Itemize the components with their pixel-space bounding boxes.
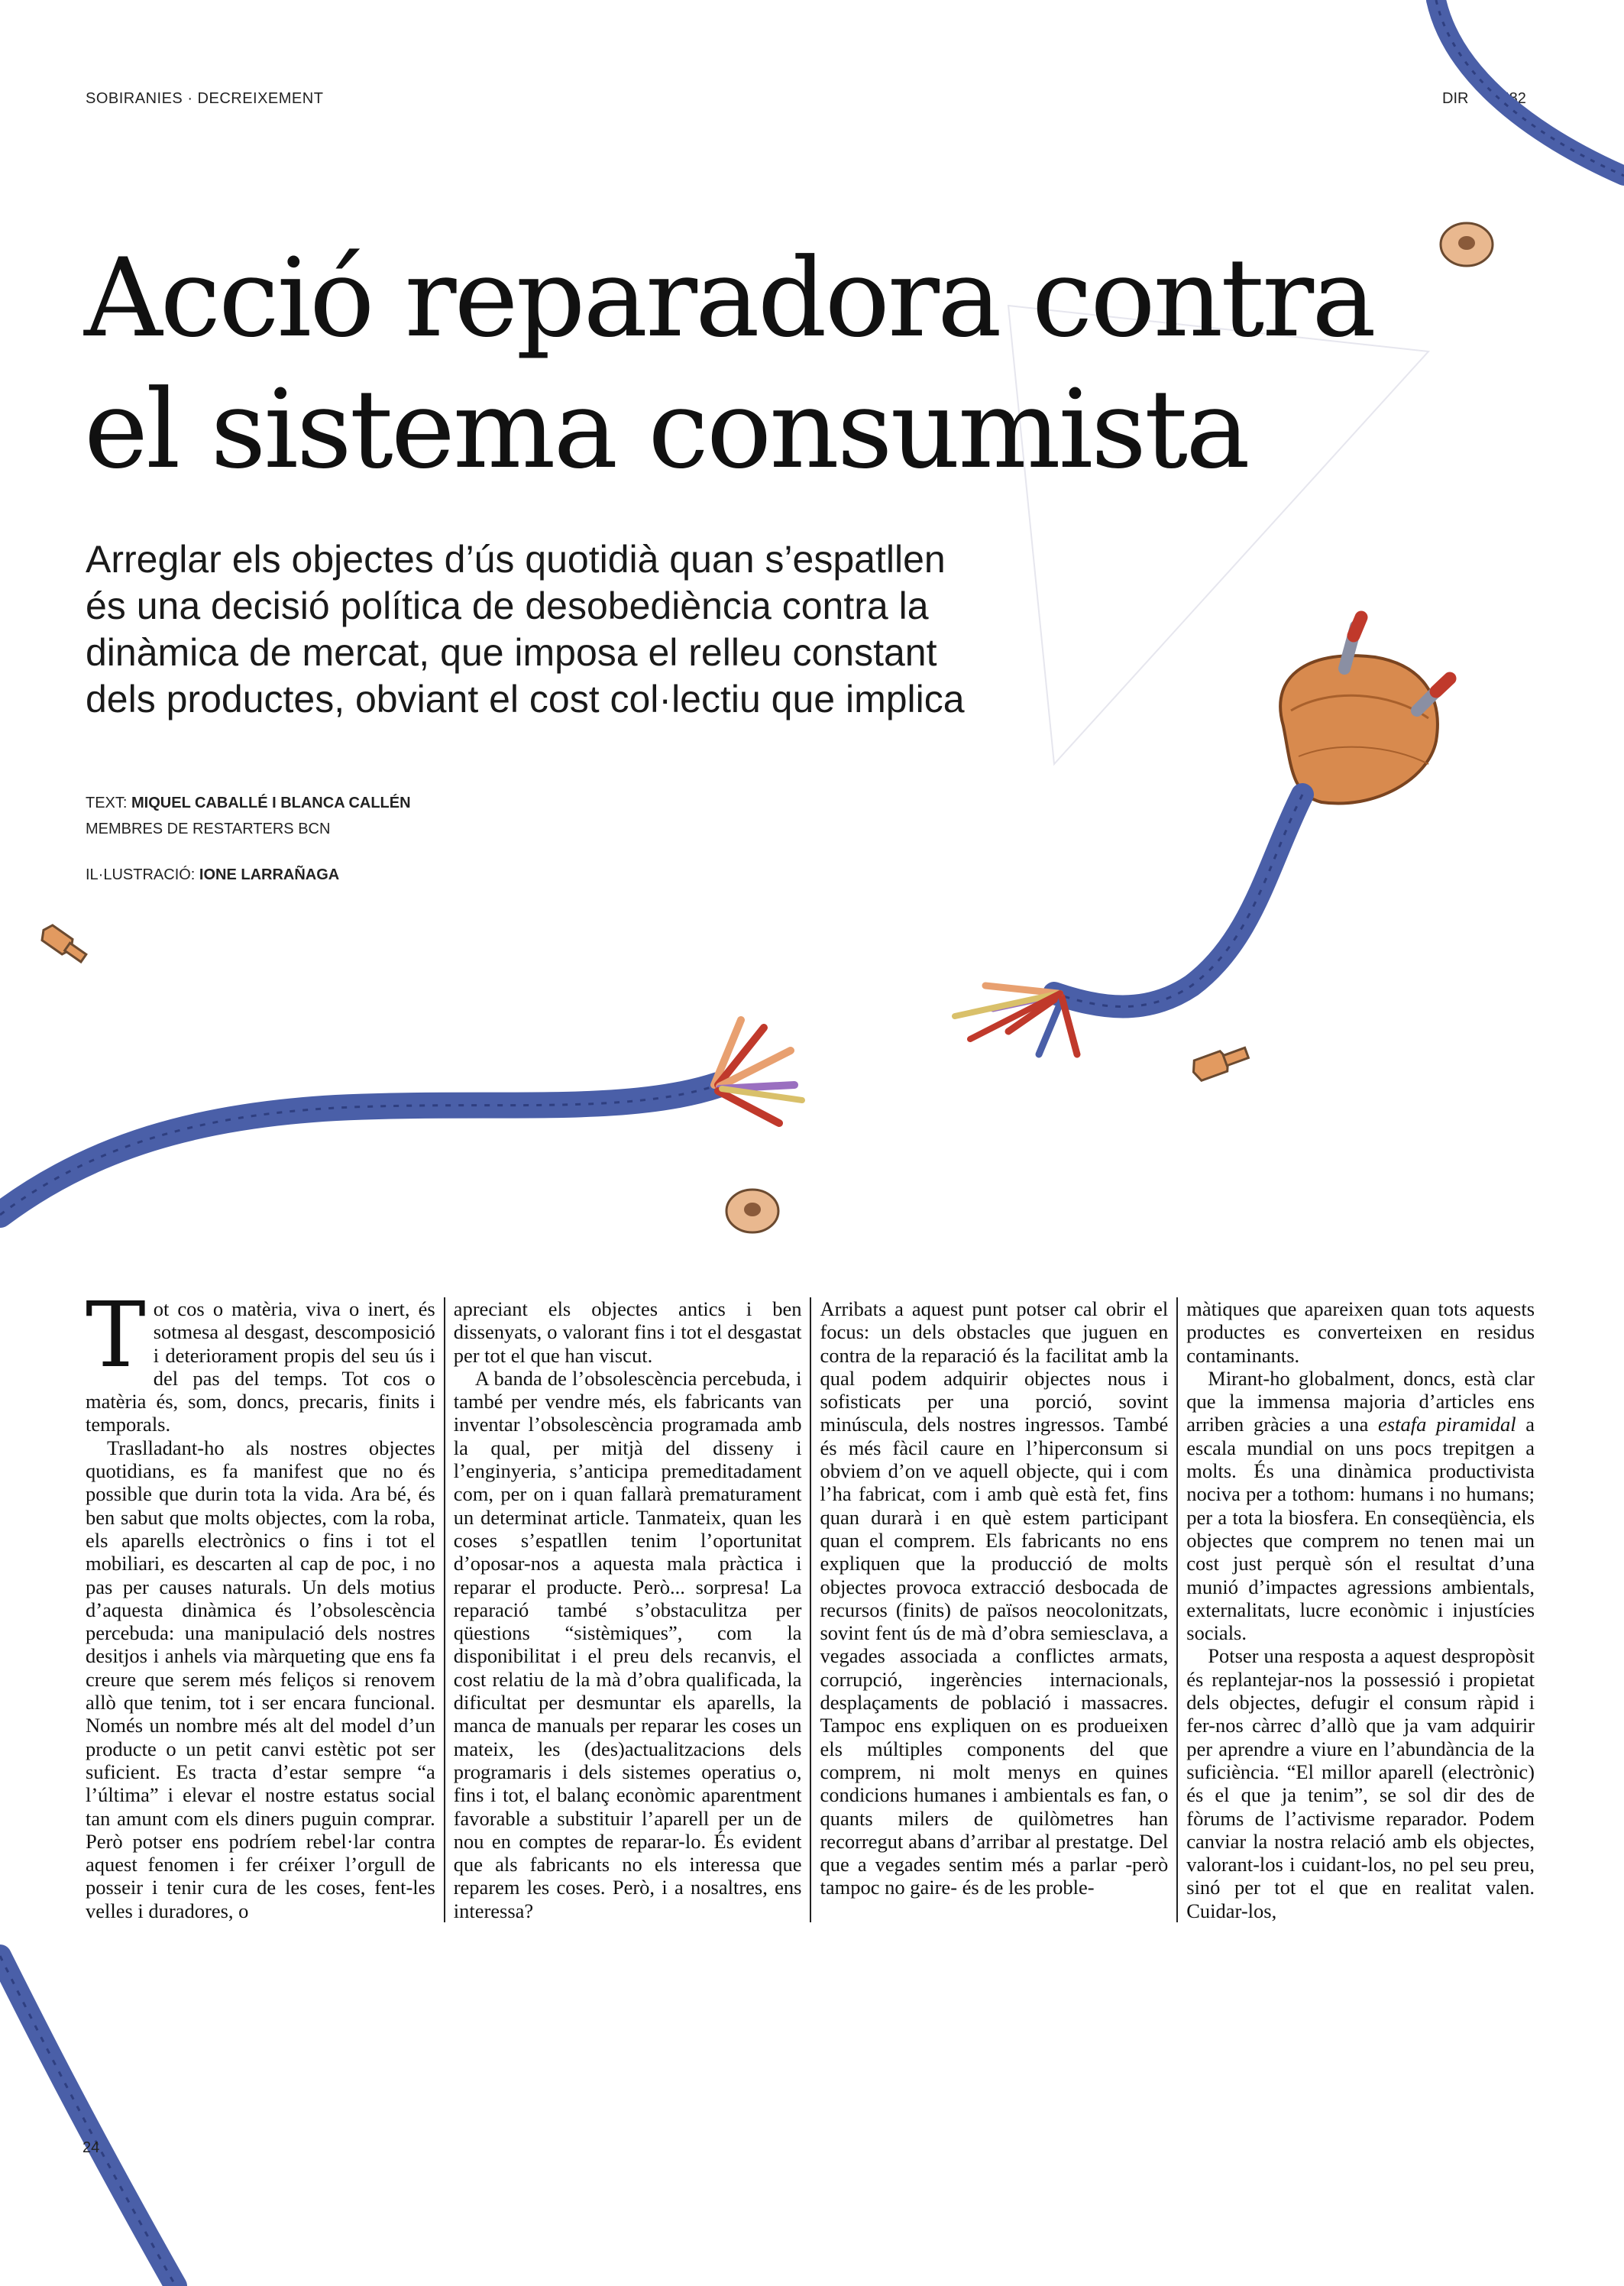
publication-name: DIR <box>1442 90 1469 107</box>
headline-line-1: Acció reparadora contra <box>84 235 1374 361</box>
column-2 <box>444 1297 810 1922</box>
frayed-wires-left <box>714 1020 802 1123</box>
headline-line-2: el sistema consumista <box>84 367 1248 493</box>
page-number: 24 <box>82 2139 100 2156</box>
illustrator: IONE LARRAÑAGA <box>199 866 340 883</box>
column-4 <box>1176 1297 1543 1922</box>
top-cable <box>1436 0 1624 176</box>
standfirst-line-1: Arreglar els objectes d’ús quotidià quan s’espatllen <box>86 538 946 581</box>
authors: MIQUEL CABALLÉ I BLANCA CALLÉN <box>131 795 411 811</box>
standfirst-line-4: dels productes, obviant el cost col·lectiu que implica <box>86 678 965 720</box>
article-credits <box>86 790 411 888</box>
standfirst-line-2: és una decisió política de desobediència contra la <box>86 584 929 627</box>
drop-cap: T <box>86 1282 146 1387</box>
byline <box>86 790 411 816</box>
washer-icon <box>1441 223 1493 266</box>
standfirst-line-3: dinàmica de mercat, que imposa el relleu constant <box>86 631 937 674</box>
plug-icon <box>1280 617 1450 804</box>
paragraph: Mirant-ho globalment, doncs, està clar que la immensa majoria d’articles ens arriben gràcies a una estafa piramidal a escala mundial on uns pocs trepitgen a molts. És una dinàmica productivista nociva per a tothom: humans i no humans; per a tota la biosfera. En conseqüència, els objectes que comprem no tenen mai un cost just perquè són el resultat d’una munió d’impactes agressions ambientals, externalitats, lucre econòmic i injustícies socials. <box>1186 1366 1535 1645</box>
paragraph: Arribats a aquest punt potser cal obrir el focus: un dels obstacles que juguen en contra de la reparació és la facilitat amb la qual podem adquirir objectes nous i sofisticats per una porció, sovint minúscula, dels nostres ingressos. També és més fàcil caure en l’hiperconsum si obviem d’on ve aquell objecte, qui i com l’ha fabricat, com i amb què està fet, fins quan durarà i en què estem participant quan el comprem. Els fabricants no ens expliquen que la producció de molts objectes provoca extracció desbocada de recursos (finits) de països neocolonitzats, sovint fent ús de mà d’obra semiesclava, a vegades associada a conflictes armats, corrupció, ingerències internacionals, desplaçaments de població i massacres. Tampoc ens expliquen on es produeixen els múltiples components del que comprem, ni molt menys en quines condicions humanes i ambientals es fan, o quants milers de quilòmetres han recorregut abans d’arribar al prestatge. Del que a vegades sentim més a parlar -però tampoc no gaire- és de les proble- <box>820 1297 1169 1899</box>
screw-icon <box>1190 1043 1250 1083</box>
bottom-cable <box>0 1956 176 2286</box>
paragraph: màtiques que apareixen quan tots aquests productes es converteixen en residus contaminants. <box>1186 1297 1535 1367</box>
illustration-label: IL·LUSTRACIÓ: <box>86 866 196 883</box>
paragraph: Traslladant-ho als nostres objectes quotidians, es fa manifest que no és possible que durin tota la vida. Ara bé, és ben sabut que molts objectes, com la roba, els aparells electrònics o fins i tot el mobiliari, es descarten al cap de poc, i no pas per causes naturals. Un dels motius d’aquesta dinàmica és l’obsolescència percebuda: una manipulació dels nostres desitjos i anhels via màrqueting que ens fa creure que serem més feliços si renovem allò que tenim, tot i ser encara funcional. Només un nombre més alt del model d’un producte o un petit canvi estètic pot ser suficient. Es tracta d’estar sempre “a l’última” i elevar el nostre estatus social tan amunt com els diners puguin comprar. Però potser ens podríem rebel·lar contra aquest fenomen i fer créixer l’orgull de posseir i tenir cura de les coses, fent-les velles i duradores, o <box>86 1436 435 1922</box>
plug-cable <box>1054 795 1302 1007</box>
illustration-credit <box>86 862 411 888</box>
column-1 <box>86 1282 444 1922</box>
emphasis: estafa piramidal <box>1378 1413 1516 1436</box>
article-headline <box>84 233 1428 496</box>
frayed-wires-right <box>955 986 1077 1054</box>
issue-info <box>1442 90 1526 108</box>
paragraph: apreciant els objectes antics i ben dissenyats, o valorant fins i tot el desgastat per tot el que han viscut. <box>453 1297 802 1367</box>
paragraph: Tot cos o matèria, viva o inert, és sotmesa al desgast, descomposició i deteriorament propis del seu ús i del pas del temps. Tot cos o matèria és, som, doncs, precaris, finits i temporals. <box>86 1282 435 1436</box>
article-body <box>86 1282 1543 1922</box>
screw-icon-left <box>38 923 89 966</box>
standfirst <box>86 536 1170 723</box>
issue-number: 582 <box>1500 90 1526 107</box>
washer-icon-center <box>726 1190 778 1232</box>
authors-role: MEMBRES DE RESTARTERS BCN <box>86 821 331 837</box>
text-label: TEXT: <box>86 795 128 811</box>
paragraph: A banda de l’obsolescència percebuda, i també per vendre més, els fabricants van inventar l’obsolescència programada amb la qual, per mitjà del disseny i l’enginyeria, s’anticipa premeditadament com, per on i quan fallarà prematurament un determinat article. Tanmateix, quan les coses s’espatllen tenim l’oportunitat d’oposar-nos a aquesta mala pràctica i reparar el producte. Però... sorpresa! La reparació també s’obstaculitza per qüestions “sistèmiques”, com la disponibilitat i el preu dels recanvis, el cost relatiu de la mà d’obra qualificada, la dificultat per desmuntar els aparells, la manca de manuals per reparar les coses un mateix, les (des)actualitzacions dels programaris i dels sistemes operatius o, fins i tot, el balanç econòmic aparentment favorable a substituir l’aparell per un de nou en comptes de reparar-lo. És evident que als fabricants no els interessa que reparem les coses. Però, i a nosaltres, ens interessa? <box>453 1366 802 1922</box>
paragraph: Potser una resposta a aquest despropòsit és replantejar-nos la possessió i propietat dels objectes, defugir el consum ràpid i fer-nos càrrec d’allò que ja vam adquirir per aprendre a viure en l’abundància de la suficiència. “El millor aparell (electrònic) és el que ja tenim”, se sol dir des de fòrums de l’activisme reparador. Podem canviar la nostra relació amb els objectes, valorant-los i cuidant-los, no pel seu preu, sinó per tot el que en realitat valen. Cuidar-los, <box>1186 1644 1535 1922</box>
column-3 <box>810 1297 1176 1922</box>
section-label: SOBIRANIES · DECREIXEMENT <box>86 90 324 107</box>
left-cable <box>0 1085 718 1215</box>
